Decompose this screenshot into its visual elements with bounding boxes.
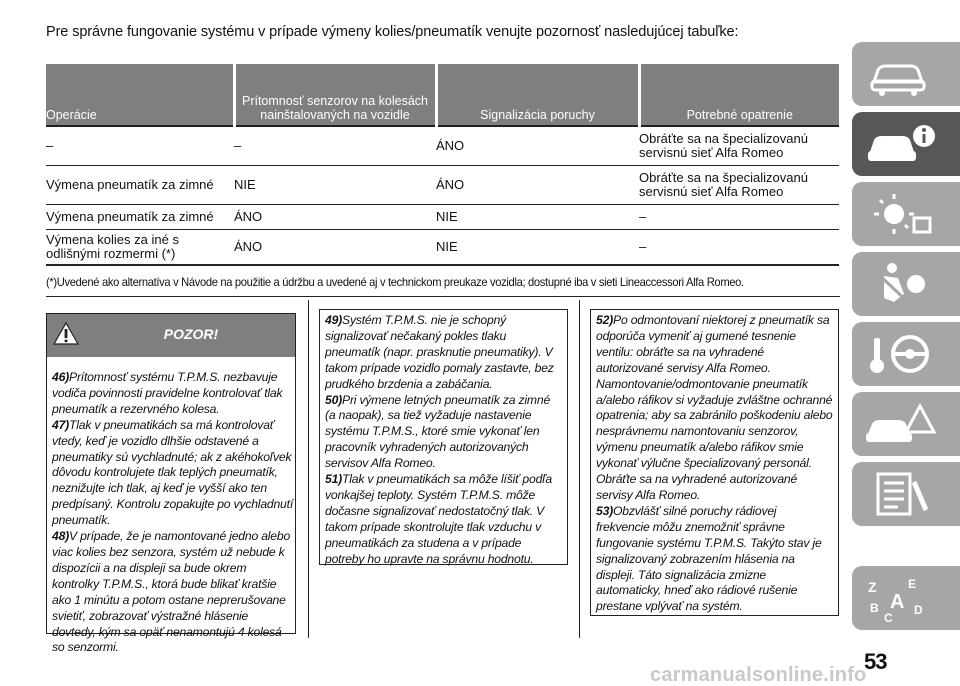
tab-dashboard-lights[interactable] xyxy=(852,182,960,246)
svg-text:D: D xyxy=(914,603,923,617)
header-sensors: Prítomnosť senzorov na kolesách nainštalovaných na vozidle xyxy=(234,64,436,126)
tab-index[interactable] xyxy=(852,566,960,630)
cell: Výmena pneumatík za zimné xyxy=(46,165,234,204)
table-footnote: (*)Uvedené ako alternatíva v Návode na použitie a údržbu a uvedené aj v technickom preukaze vozidla; dostupné iba v sieti Lineaccessori Alfa Romeo. xyxy=(46,275,744,289)
warning-triangle-icon xyxy=(51,319,81,349)
table-row xyxy=(46,126,839,165)
svg-text:B: B xyxy=(870,601,879,615)
cell: – xyxy=(46,126,234,165)
svg-text:A: A xyxy=(890,591,905,613)
warning-notes xyxy=(52,370,294,656)
note: 50)Pri výmene letných pneumatík za zimné (a naopak), sa tiež vyžaduje nastavenie systému T.P.M.S., ktoré smie vykonať len pracovník vyhradených autorizovaných servisov Alfa Romeo. xyxy=(325,392,551,471)
note: 47)Tlak v pneumatikách sa má kontrolovať vtedy, keď je vozidlo dlhšie odstavené a pneumatiky sú vychladnuté; ak z akéhokoľvek dôvodu kontrolujete tlak teplých pneumatík, neznižujte ich tlak, aj keď je vyšší ako ten predpísaný. Kontrolu zopakujte po vychladnutí pneumatík. xyxy=(52,417,294,528)
car-outline-icon xyxy=(864,48,936,100)
tab-car-overview[interactable] xyxy=(852,42,960,106)
table-row xyxy=(46,165,839,204)
table-header-row xyxy=(46,64,839,126)
watermark: carmanualsonline.info xyxy=(650,664,867,686)
airbag-seat-icon xyxy=(864,258,936,310)
tab-safety[interactable] xyxy=(852,252,960,316)
note: 49)Systém T.P.M.S. nie je schopný signalizovať nečakaný pokles tlaku pneumatík (napr. prasknutie pneumatiky). V takom prípade vozidlo pomaly zastavte, bez prudkého brzdenia a zabáčania. xyxy=(325,313,554,391)
cell: ÁNO xyxy=(234,229,436,265)
header-action: Potrebné opatrenie xyxy=(639,64,839,126)
tab-maintenance[interactable] xyxy=(852,462,960,526)
tire-change-table xyxy=(46,64,839,266)
table-row xyxy=(46,229,839,265)
key-steering-wheel-icon xyxy=(864,328,936,380)
note: 51)Tlak v pneumatikách sa môže líšiť podľa vonkajšej teploty. Systém T.P.M.S. môže dočasne signalizovať nedostatočný tlak. V takom prípade skontrolujte tlak vzduchu v pneumatikách za studena a v prípade potreby ho upravte na správnu hodnotu. xyxy=(325,472,552,566)
page-number: 53 xyxy=(864,649,887,674)
car-info-icon xyxy=(864,118,936,170)
svg-text:Z: Z xyxy=(868,579,877,595)
cell: NIE xyxy=(234,165,436,204)
column-divider xyxy=(579,300,580,638)
cell: Obráťte sa na špecializovanú servisnú sieť Alfa Romeo xyxy=(639,165,839,204)
cell: – xyxy=(639,229,839,265)
note: 53)Obzvlášť silné poruchy rádiovej frekvencie môžu znemožniť správne fungovanie systému T.P.M.S. Takýto stav je signalizovaný zobrazením hlásenia na displeji. Táto signalizácia zmizne automaticky, hneď ako rádiové rušenie prestane vplývať na systém. xyxy=(596,503,822,614)
maintenance-checklist-icon xyxy=(864,468,936,520)
divider xyxy=(46,296,840,297)
header-operations: Operácie xyxy=(46,64,234,126)
svg-text:C: C xyxy=(884,611,893,624)
notes-box-3 xyxy=(590,309,839,616)
intro-text: Pre správne fungovanie systému v prípade výmeny kolies/pneumatík venujte pozornosť nasledujúcej tabuľke: xyxy=(46,24,739,40)
tab-emergency[interactable] xyxy=(852,392,960,456)
svg-text:E: E xyxy=(908,577,917,591)
header-fault-signal: Signalizácia poruchy xyxy=(436,64,639,126)
notes-box-2 xyxy=(319,309,568,565)
cell: – xyxy=(234,126,436,165)
dashboard-lights-icon xyxy=(864,188,936,240)
cell: NIE xyxy=(436,229,639,265)
cell: – xyxy=(639,204,839,229)
tab-starting-driving[interactable] xyxy=(852,322,960,386)
cell: Výmena kolies za iné s odlišnými rozmermi (*) xyxy=(46,229,234,265)
note: 46)Prítomnosť systému T.P.M.S. nezbavuje vodiča povinnosti pravidelne kontrolovať tlak pneumatík a rezervného kolesa. xyxy=(52,370,283,416)
warning-title: POZOR! xyxy=(163,326,219,342)
alphabetical-index-icon xyxy=(864,572,936,624)
warning-box xyxy=(46,313,296,655)
cell: ÁNO xyxy=(234,204,436,229)
cell: Obráťte sa na špecializovanú servisnú sieť Alfa Romeo xyxy=(639,126,839,165)
car-warning-triangle-icon xyxy=(864,398,936,450)
cell: NIE xyxy=(436,204,639,229)
column-divider xyxy=(308,300,309,638)
cell: ÁNO xyxy=(436,165,639,204)
cell: Výmena pneumatík za zimné xyxy=(46,204,234,229)
warning-header xyxy=(47,314,295,357)
tab-car-info[interactable] xyxy=(852,112,960,176)
note: 52)Po odmontovaní niektorej z pneumatík sa odporúča vymeniť aj gumené tesnenie ventilu: obráťte sa na vyhradené autorizované servisy Alfa Romeo. Namontovanie/odmontovanie pneumatík a/alebo ráfikov si vyžaduje zvláštne ochranné opatrenia; aby sa zabránilo poškodeniu alebo nesprávnemu namontovaniu senzorov, výmenu pneumatík a/alebo ráfikov smie vykonať výlučne špecializovaný personál. Obráťte sa na vyhradené autorizované servisy Alfa Romeo. xyxy=(596,313,833,502)
table-row xyxy=(46,204,839,229)
note: 48)V prípade, že je namontované jedno alebo viac kolies bez senzora, systém už nebude k dispozícii a na displeji sa bude okrem kontrolky T.P.M.S., ktorá bude blikať kratšie ako 1 minútu a potom ostane neprerušovane svietiť, zobrazovať výstražné hlásenie dovtedy, kým sa opäť nenamontujú 4 kolesá so senzormi. xyxy=(52,529,291,655)
cell: ÁNO xyxy=(436,126,639,165)
